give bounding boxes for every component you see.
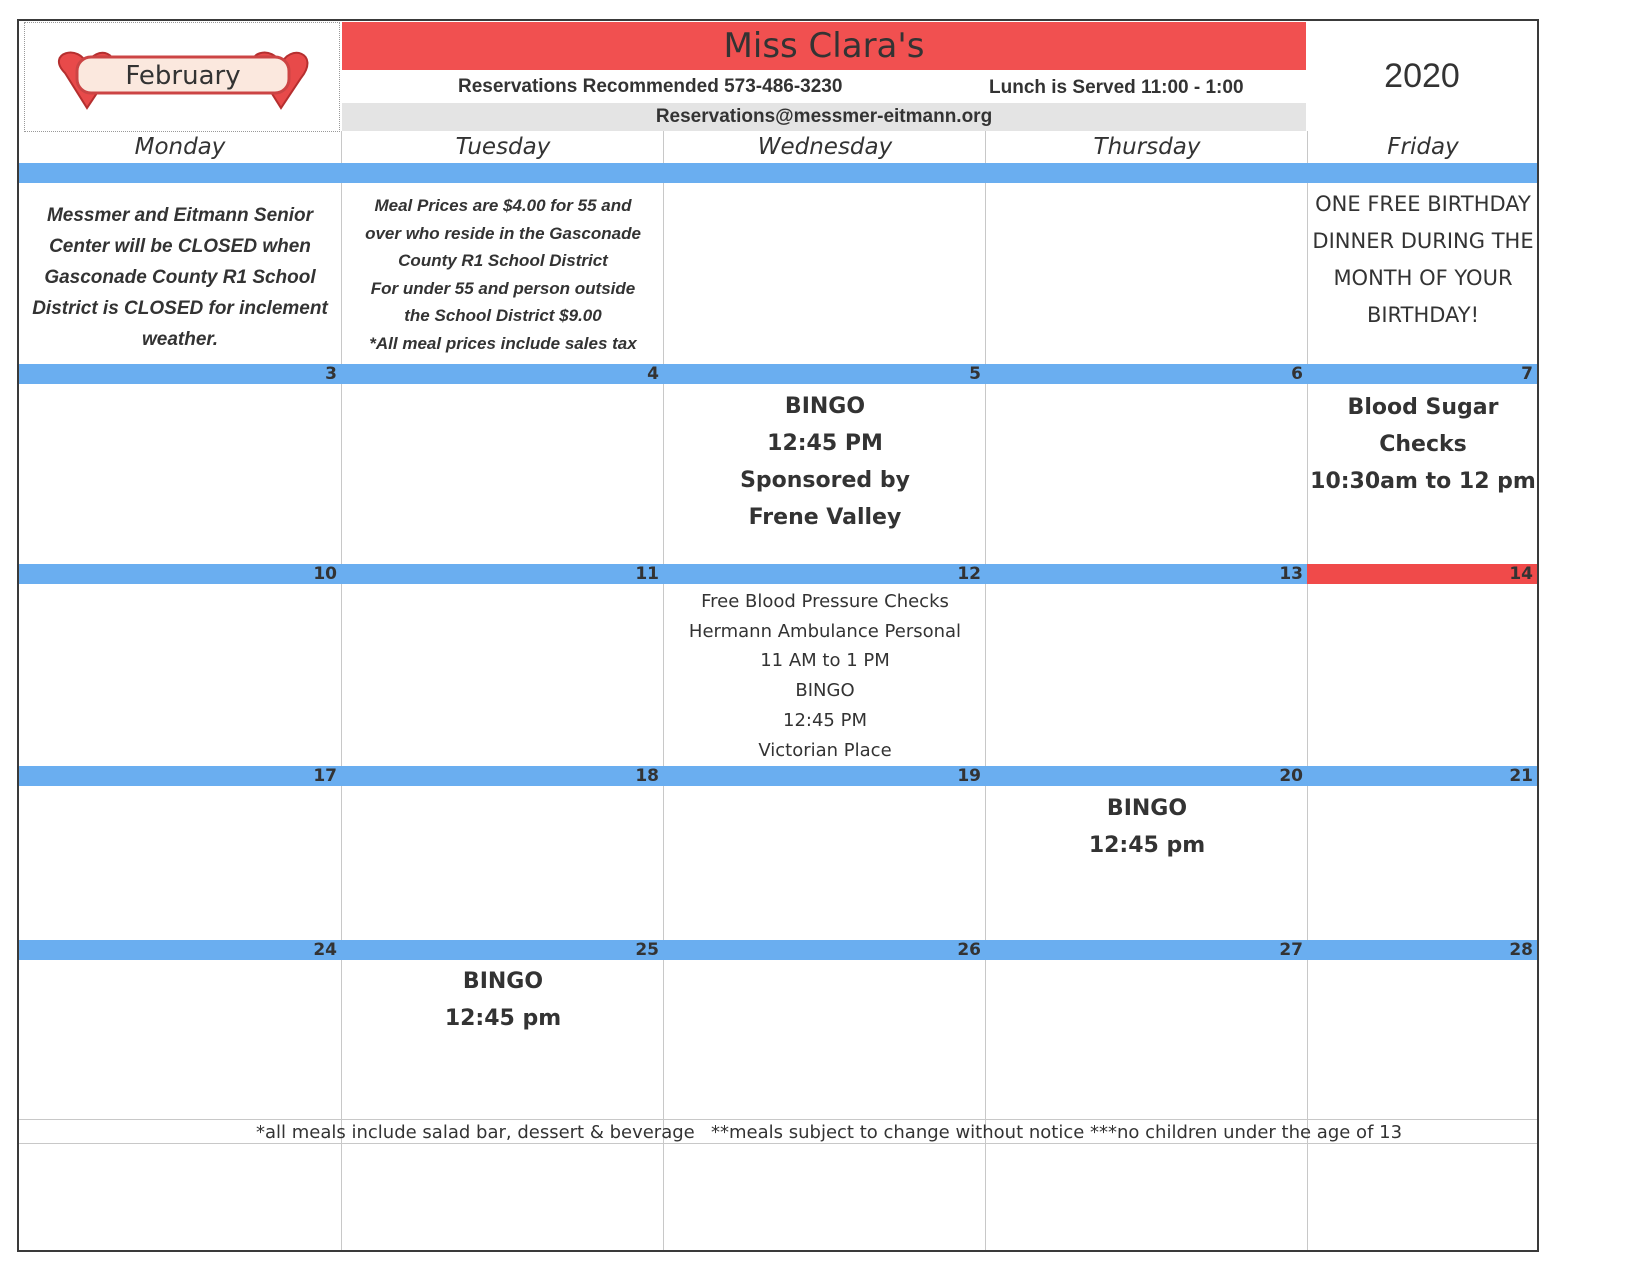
day-thursday: Thursday [1093, 134, 1201, 160]
lunch-hours: Lunch is Served 11:00 - 1:00 [989, 77, 1244, 98]
date-12: 12 [957, 564, 981, 584]
reservations-email: Reservations@messmer-eitmann.org [342, 103, 1306, 131]
date-13: 13 [1279, 564, 1303, 584]
date-19: 19 [957, 766, 981, 786]
birthday-notice: ONE FREE BIRTHDAY DINNER DURING THE MONTH OF YOUR BIRTHDAY! [1312, 192, 1534, 327]
page-title: Miss Clara's [342, 22, 1306, 70]
footer-notes [19, 1120, 1537, 1144]
event-feb5: BINGO 12:45 PM Sponsored by Frene Valley [740, 394, 910, 530]
event-feb25: BINGO 12:45 pm [444, 969, 562, 1031]
date-18: 18 [635, 766, 659, 786]
date-4: 4 [647, 364, 659, 384]
event-feb12: Free Blood Pressure Checks Hermann Ambulance Personal 11 AM to 1 PM BINGO 12:45 PM Victorian Place [688, 591, 962, 761]
date-20: 20 [1279, 766, 1303, 786]
year-label: 2020 [1384, 57, 1460, 95]
date-6: 6 [1291, 364, 1303, 384]
logo-month-text: February [125, 61, 241, 91]
date-5: 5 [969, 364, 981, 384]
meal-prices-notice: Meal Prices are $4.00 for 55 and over who reside in the Gasconade County R1 School District For under 55 and person outside the School District $9.00 *All meal prices include sales tax [365, 196, 641, 353]
day-tuesday: Tuesday [455, 134, 551, 160]
date-10: 10 [313, 564, 337, 584]
event-feb7: Blood Sugar Checks 10:30am to 12 pm [1310, 395, 1536, 494]
date-21: 21 [1509, 766, 1533, 786]
closure-notice: Messmer and Eitmann Senior Center will be CLOSED when Gasconade County R1 School District is CLOSED for inclement weather. [32, 205, 328, 350]
grid-line [1307, 131, 1308, 1250]
footer-note-meals: *all meals include salad bar, dessert & beverage [256, 1122, 695, 1143]
date-26: 26 [957, 940, 981, 960]
day-monday: Monday [134, 134, 226, 160]
day-wednesday: Wednesday [757, 134, 893, 160]
footer-note-policy: **meals subject to change without notice ***no children under the age of 13 [711, 1122, 1403, 1143]
date-28: 28 [1509, 940, 1533, 960]
event-feb20: BINGO 12:45 pm [1088, 796, 1206, 858]
grid-line [341, 131, 342, 1250]
date-27: 27 [1279, 940, 1303, 960]
reservations-phone: Reservations Recommended 573-486-3230 [458, 76, 843, 97]
day-friday: Friday [1387, 134, 1459, 160]
date-14: 14 [1509, 564, 1533, 584]
week-header-bar [19, 163, 1537, 183]
date-3: 3 [325, 364, 337, 384]
date-24: 24 [313, 940, 337, 960]
month-logo [24, 22, 340, 132]
date-17: 17 [313, 766, 337, 786]
date-25: 25 [635, 940, 659, 960]
date-11: 11 [635, 564, 659, 584]
date-7: 7 [1521, 364, 1533, 384]
info-row [342, 72, 1306, 100]
